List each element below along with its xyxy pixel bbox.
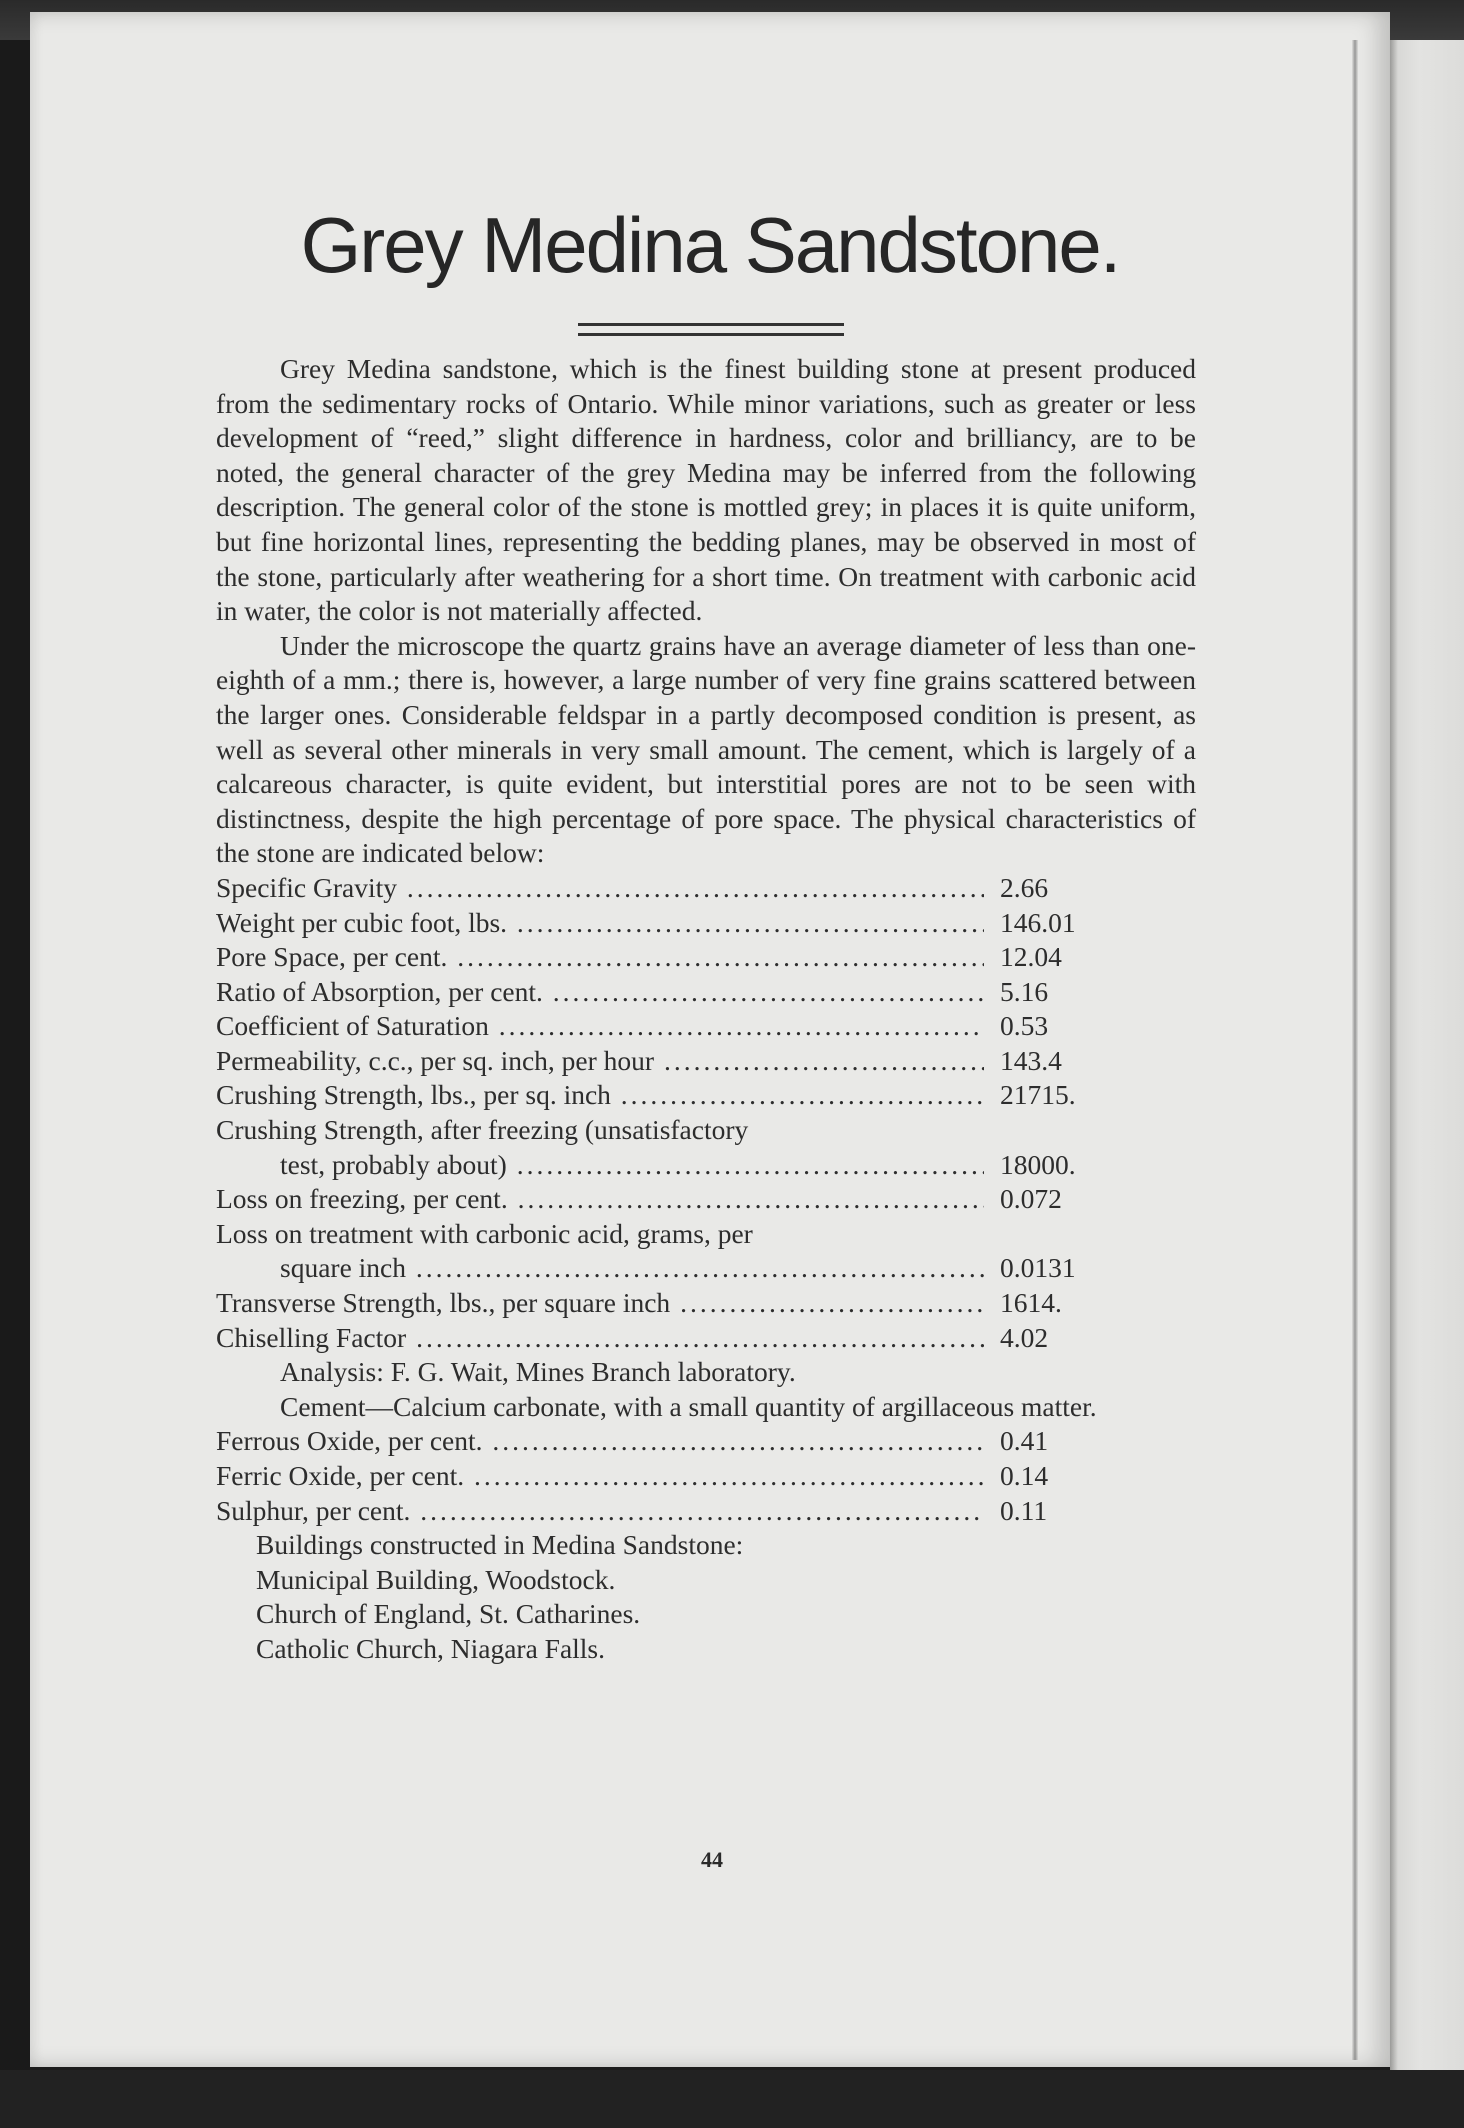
table-row: [216, 1459, 1196, 1494]
list-item: Catholic Church, Niagara Falls.: [256, 1632, 606, 1664]
row-value: 1614.: [1000, 1287, 1062, 1319]
row-value: 146.01: [1000, 906, 1076, 938]
row-label: Loss on freezing, per cent. .....: [216, 1182, 984, 1217]
row-value: 0.53: [1000, 1010, 1049, 1042]
title-rule-top: [578, 323, 844, 326]
page-number: 44: [701, 1847, 723, 1872]
row-label: Crushing Strength, lbs., per sq. inch .....: [216, 1078, 984, 1113]
table-row: [216, 1044, 1196, 1079]
row-value: 12.04: [1000, 941, 1062, 973]
row-label: Pore Space, per cent. .....: [216, 940, 984, 975]
table-row: [216, 1113, 1196, 1148]
page-gutter: [1352, 40, 1358, 2060]
facing-page-edge: [1390, 40, 1464, 2070]
table-row: [216, 906, 1196, 941]
row-label: Chiselling Factor .....: [216, 1321, 984, 1356]
row-label: Coefficient of Saturation .....: [216, 1009, 984, 1044]
cement-note: Cement—Calcium carbonate, with a small quantity of argillaceous matter.: [280, 1390, 1097, 1422]
row-value: 0.14: [1000, 1460, 1049, 1491]
row-value: 18000.: [1000, 1148, 1076, 1180]
paragraph-intro: Grey Medina sandstone, which is the finest building stone at present produced from the sedimentary rocks of Ontario. While minor variations, such as greater or less development of “reed,” slight difference in hardness, color and brilliancy, are to be noted, the general character of the grey Medina may be inferred from the following description. The general color of the stone is mottled grey; in places it is quite uniform, but fine horizontal lines, representing the bedding planes, may be observed in most of the stone, particularly after weathering for a short time. On treatment with carbonic acid in water, the color is not materially affected.: [216, 353, 1196, 627]
table-row: [216, 1286, 1196, 1321]
row-label: Specific Gravity .....: [216, 871, 984, 906]
row-label: Weight per cubic foot, lbs. .....: [216, 906, 984, 941]
row-label: Ferric Oxide, per cent. .....: [216, 1459, 984, 1494]
row-label: Transverse Strength, lbs., per square inch .....: [216, 1286, 984, 1321]
page-title: Grey Medina Sandstone.: [300, 201, 1120, 289]
table-row: [216, 1321, 1196, 1356]
row-value: 143.4: [1000, 1044, 1062, 1076]
physical-characteristics-table: [216, 871, 1196, 1355]
table-row: [216, 1009, 1196, 1044]
chemical-analysis-table: [216, 1424, 1196, 1528]
table-row: [216, 871, 1196, 906]
row-label: Sulphur, per cent. .....: [216, 1494, 984, 1529]
row-label: Crushing Strength, after freezing (unsatisfactory: [216, 1114, 749, 1146]
table-row: [216, 940, 1196, 975]
table-row: [216, 975, 1196, 1010]
table-row: [216, 1148, 1196, 1183]
row-label: Loss on treatment with carbonic acid, grams, per: [216, 1217, 753, 1249]
table-row: [216, 1078, 1196, 1113]
row-value: 0.41: [1000, 1425, 1049, 1457]
row-label-continued: test, probably about) .....: [216, 1148, 984, 1183]
buildings-list: [216, 1528, 1196, 1666]
row-value: 4.02: [1000, 1321, 1049, 1353]
row-value: 0.0131: [1000, 1252, 1076, 1284]
scan-border-bottom: [0, 2070, 1464, 2128]
row-value: 2.66: [1000, 871, 1049, 903]
table-row: [216, 1217, 1196, 1252]
row-label: Ferrous Oxide, per cent. .....: [216, 1424, 984, 1459]
row-label: Permeability, c.c., per sq. inch, per hour .....: [216, 1044, 984, 1079]
list-item: Church of England, St. Catharines.: [256, 1598, 641, 1630]
row-value: 5.16: [1000, 975, 1049, 1007]
row-value: 0.11: [1000, 1494, 1048, 1526]
row-value: 21715.: [1000, 1079, 1076, 1111]
paragraph-microscope: Under the microscope the quartz grains have an average diameter of less than one-eighth of a mm.; there is, however, a large number of very fine grains scattered between the larger ones. Considerable feldspar in a partly decomposed condition is present, as well as several other minerals in very small amount. The cement, which is largely of a calcareous character, is quite evident, but interstitial pores are not to be seen with distinctness, despite the high percentage of pore space. The physical characteristics of the stone are indicated below:: [216, 629, 1196, 869]
list-item: Municipal Building, Woodstock.: [256, 1563, 616, 1595]
table-row: [216, 1182, 1196, 1217]
buildings-heading: Buildings constructed in Medina Sandstone:: [256, 1529, 744, 1561]
table-row: [216, 1494, 1196, 1529]
row-label: Ratio of Absorption, per cent. .....: [216, 975, 984, 1010]
table-row: [216, 1424, 1196, 1459]
analysis-credit: Analysis: F. G. Wait, Mines Branch laboratory.: [280, 1356, 796, 1388]
body-text: [216, 352, 1196, 1667]
title-rule-bottom: [578, 333, 844, 336]
row-label-continued: square inch .....: [216, 1251, 984, 1286]
row-value: 0.072: [1000, 1183, 1062, 1215]
table-row: [216, 1251, 1196, 1286]
